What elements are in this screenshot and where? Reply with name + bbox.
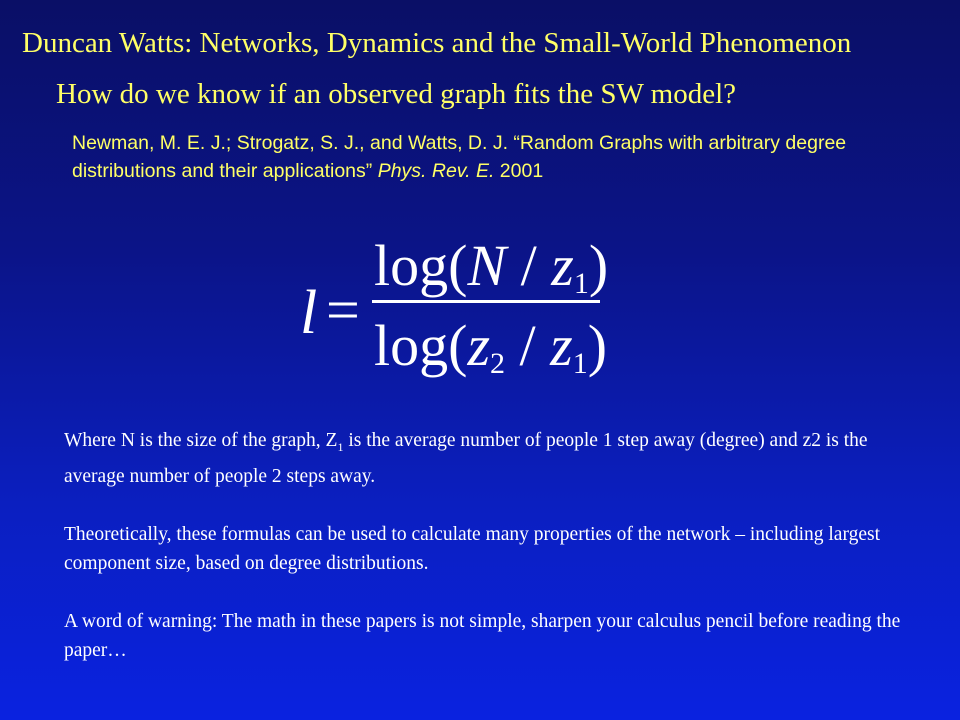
citation <box>72 129 872 185</box>
fraction-bar <box>372 300 600 303</box>
formula-lhs: l <box>300 279 318 347</box>
citation-year: 2001 <box>499 160 544 182</box>
formula-equals: = <box>326 277 360 343</box>
formula-denominator: $\log(z_2 / z_1)$ <box>374 313 608 380</box>
citation-text: Newman, M. E. J.; Strogatz, S. J., and Watts, D. J. “Random Graphs with arbitrary degree distributions and their applications” <box>72 132 847 182</box>
paragraph-warning: A word of warning: The math in these papers is not simple, sharpen your calculus pencil before reading the paper… <box>64 610 901 661</box>
paragraph-definitions: Where N is the size of the graph, $Z_1$ is the average number of people 1 step away (degree) and z2 is the average number of people 2 steps away. <box>64 430 868 487</box>
path-length-formula <box>300 232 620 392</box>
body-text <box>64 426 914 694</box>
paragraph-theory: Theoretically, these formulas can be used to calculate many properties of the network – including largest component size, based on degree distributions. <box>64 523 881 574</box>
slide-title: Duncan Watts: Networks, Dynamics and the Small-World Phenomenon <box>22 27 852 59</box>
formula-numerator: $\log(N / z_1)$ <box>374 233 609 300</box>
citation-journal: Phys. Rev. E. <box>377 160 495 182</box>
slide-subtitle: How do we know if an observed graph fits the SW model? <box>56 78 737 110</box>
